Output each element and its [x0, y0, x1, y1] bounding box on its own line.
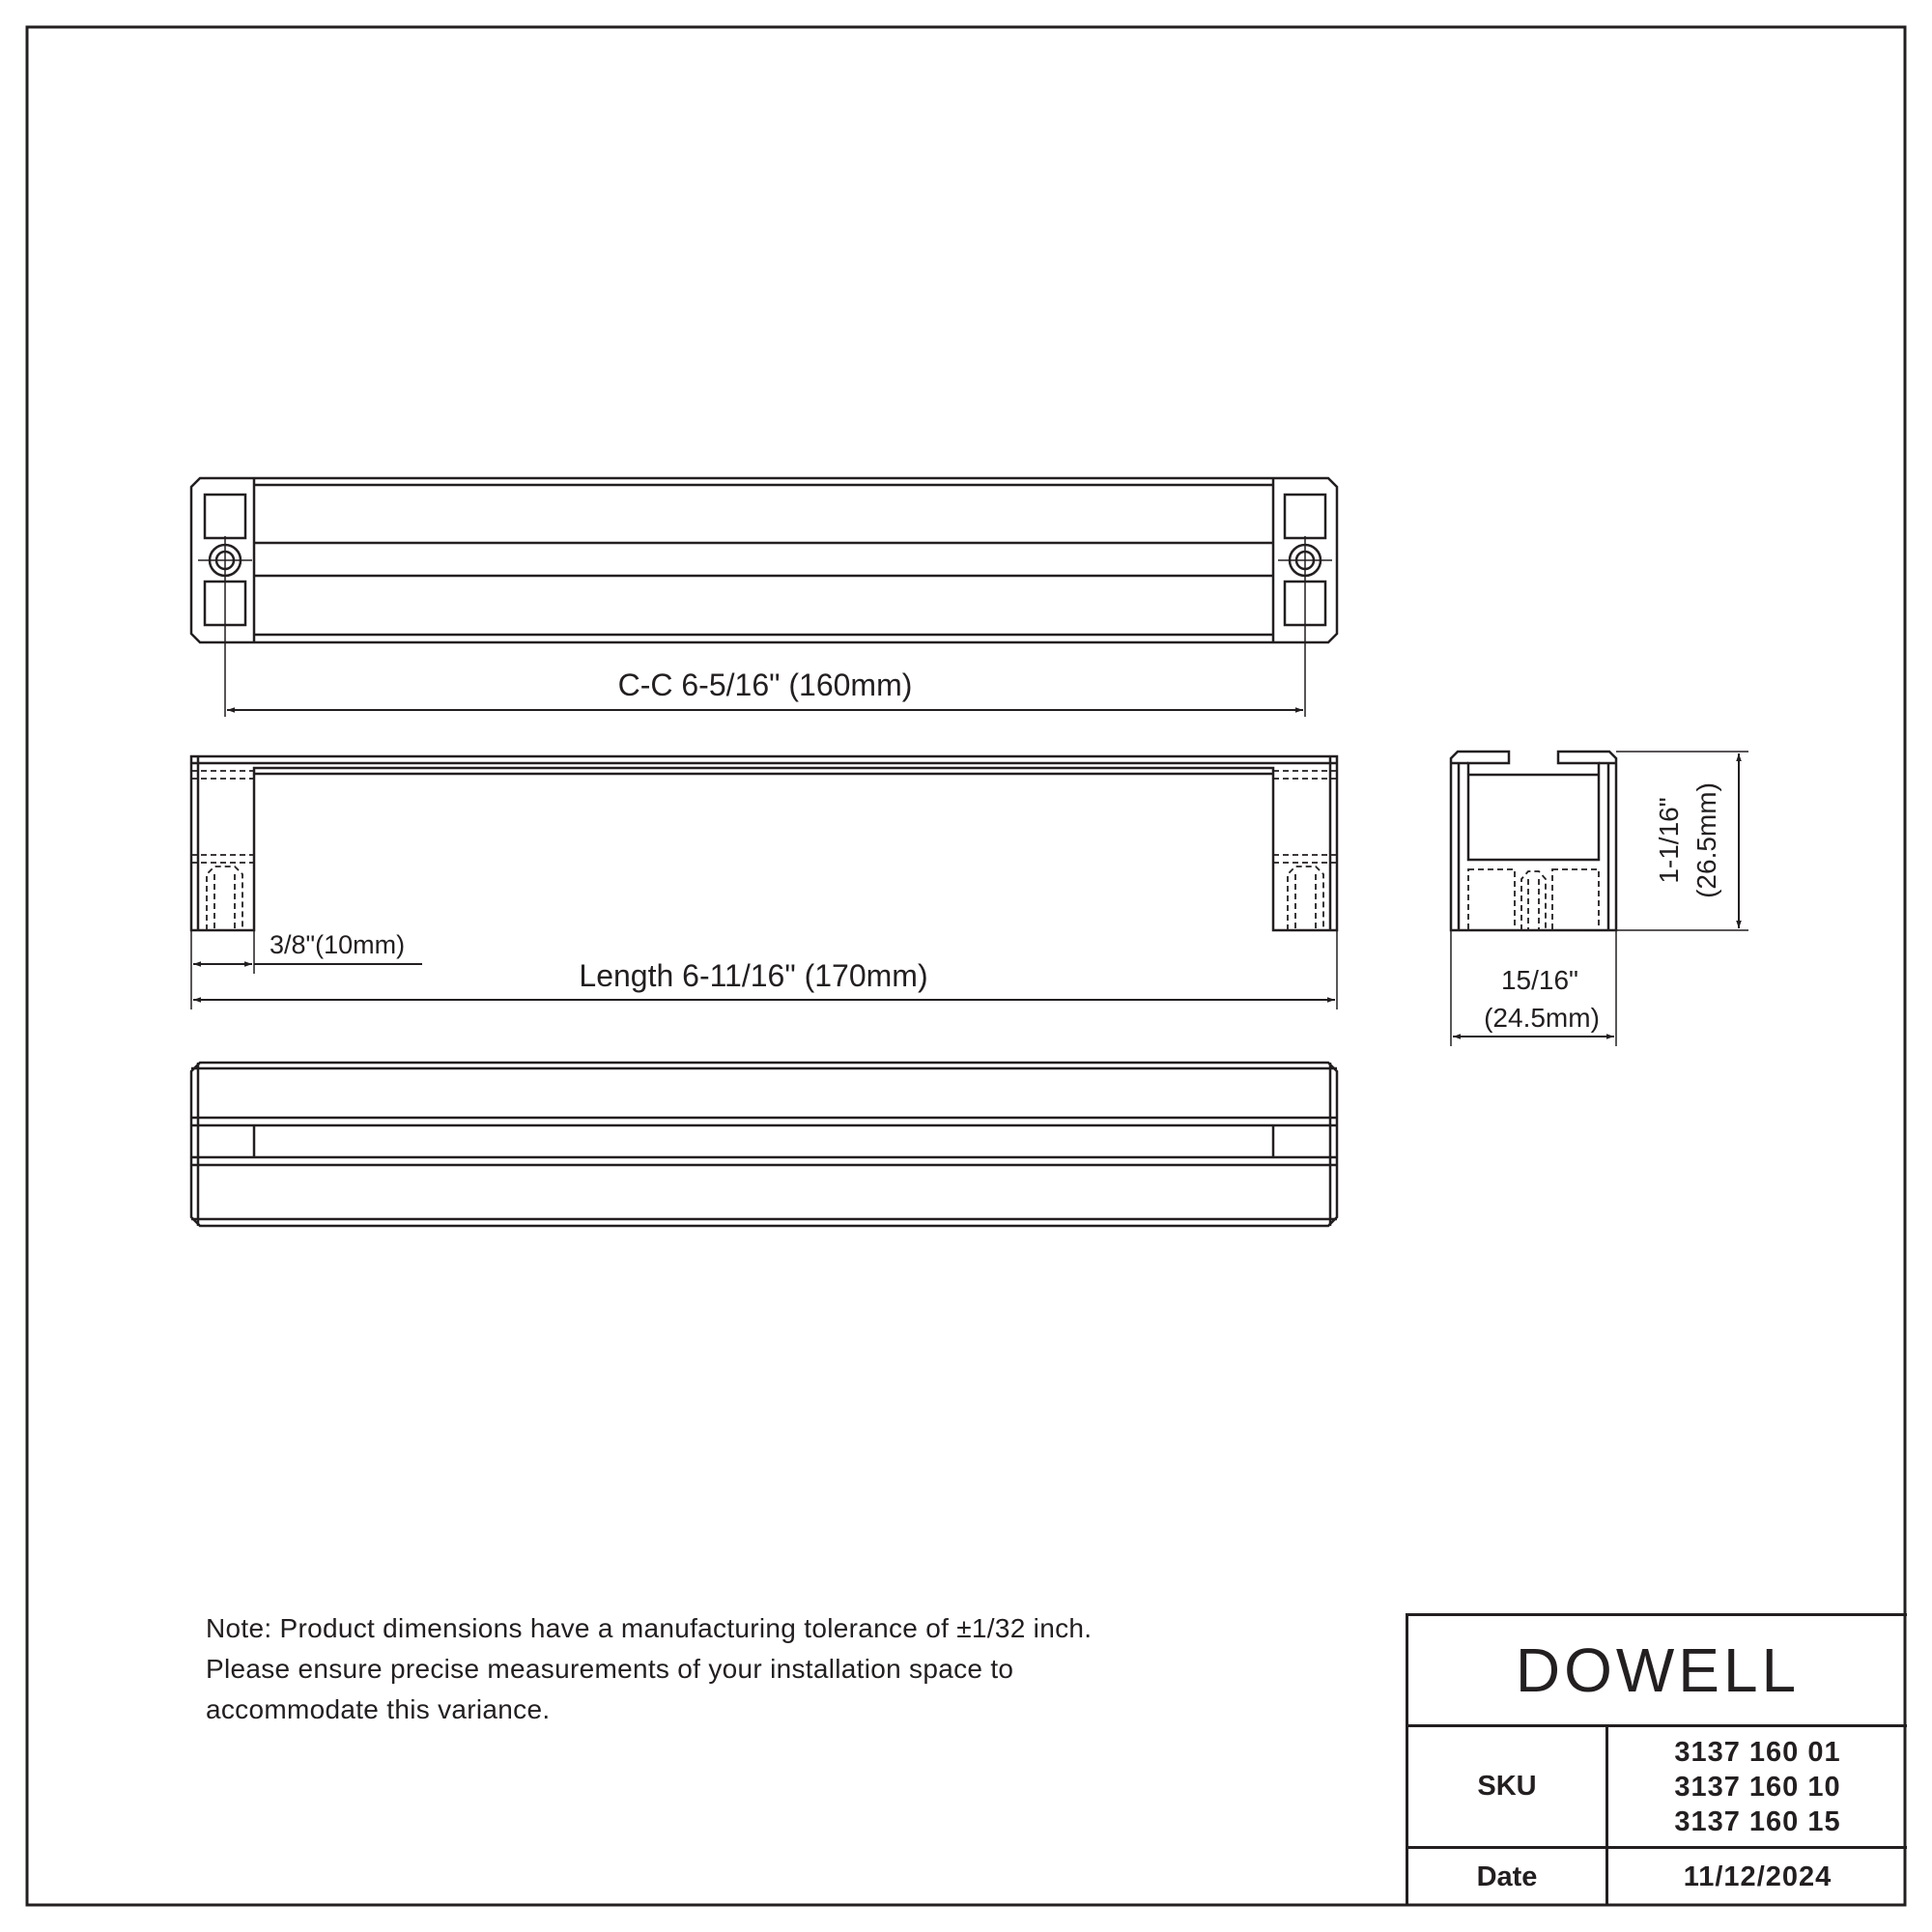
sku-value: 3137 160 10 — [1674, 1771, 1841, 1803]
sku-values — [1608, 1727, 1907, 1846]
cc-dimension-label: C-C 6-5/16" (160mm) — [617, 668, 913, 702]
sku-value: 3137 160 01 — [1674, 1736, 1841, 1768]
note-line: Note: Product dimensions have a manufacturing tolerance of ±1/32 inch. — [206, 1613, 1093, 1643]
bottom-view — [191, 1063, 1337, 1226]
depth-mm-label: (24.5mm) — [1484, 1003, 1600, 1033]
title-block — [1406, 1613, 1907, 1906]
tolerance-note — [206, 1608, 1365, 1730]
logo-cell — [1408, 1616, 1907, 1727]
post-width-label: 3/8"(10mm) — [270, 930, 406, 959]
note-line: accommodate this variance. — [206, 1694, 551, 1724]
date-label: Date — [1408, 1849, 1608, 1906]
date-row — [1408, 1849, 1907, 1906]
height-mm-label: (26.5mm) — [1691, 782, 1721, 898]
sku-label: SKU — [1408, 1727, 1608, 1846]
depth-inch-label: 15/16" — [1500, 965, 1579, 995]
sku-value: 3137 160 15 — [1674, 1805, 1841, 1837]
note-line: Please ensure precise measurements of your installation space to — [206, 1654, 1014, 1684]
brand-logo: DOWELL — [1515, 1635, 1801, 1705]
sku-row — [1408, 1727, 1907, 1849]
height-inch-label: 1-1/16" — [1654, 797, 1684, 884]
date-value: 11/12/2024 — [1683, 1861, 1833, 1892]
length-label: Length 6-11/16" (170mm) — [579, 958, 928, 993]
